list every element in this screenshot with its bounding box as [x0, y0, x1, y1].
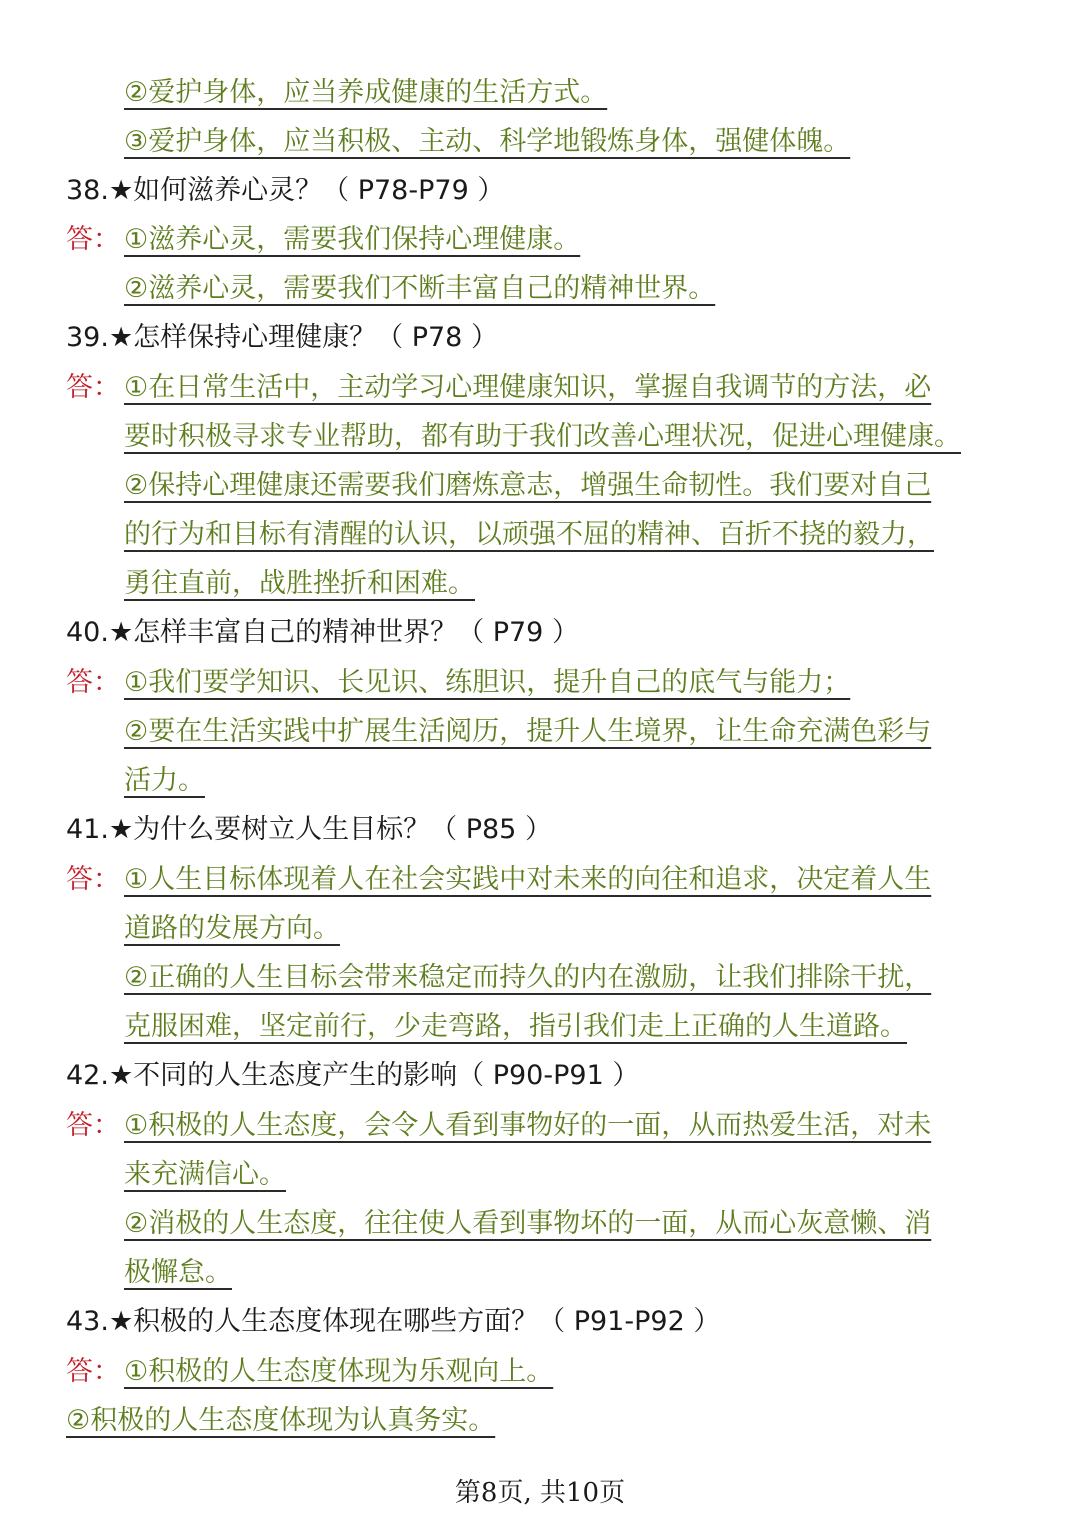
answer-label: 答：	[66, 1110, 120, 1141]
answer-line: ②滋养心灵，需要我们不断丰富自己的精神世界。	[124, 273, 716, 304]
answer-label: 答：	[66, 372, 120, 403]
answer-label: 答：	[66, 864, 120, 895]
answer-line: 勇往直前，战胜挫折和困难。	[124, 568, 475, 599]
answer-line: 要时积极寻求专业帮助，都有助于我们改善心理状况，促进心理健康。	[124, 421, 961, 452]
question-line: 40.★怎样丰富自己的精神世界？（ P79 ）	[66, 617, 579, 648]
answer-line: ①积极的人生态度，会令人看到事物好的一面，从而热爱生活，对未	[124, 1110, 932, 1141]
answer-line: ①我们要学知识、长见识、练胆识，提升自己的底气与能力；	[124, 667, 851, 698]
answer-line: ②爱护身体，应当养成健康的生活方式。	[124, 77, 608, 108]
answer-label: 答：	[66, 667, 120, 698]
answer-line: ②正确的人生目标会带来稳定而持久的内在激励，让我们排除干扰，	[124, 962, 932, 993]
question-line: 41.★为什么要树立人生目标？（ P85 ）	[66, 814, 552, 845]
answer-line: ②保持心理健康还需要我们磨炼意志，增强生命韧性。我们要对自己	[124, 470, 932, 501]
question-line: 39.★怎样保持心理健康？（ P78 ）	[66, 322, 498, 353]
answer-line: ①滋养心灵，需要我们保持心理健康。	[124, 224, 581, 255]
answer-line: 克服困难，坚定前行，少走弯路，指引我们走上正确的人生道路。	[124, 1011, 907, 1042]
answer-line: ②消极的人生态度，往往使人看到事物坏的一面，从而心灰意懒、消	[124, 1208, 932, 1239]
answer-label: 答：	[66, 1356, 120, 1387]
answer-line: ③爱护身体，应当积极、主动、科学地锻炼身体，强健体魄。	[124, 126, 851, 157]
answer-line: ①在日常生活中，主动学习心理健康知识，掌握自我调节的方法，必	[124, 372, 932, 403]
answer-line: 活力。	[124, 765, 205, 796]
question-line: 43.★积极的人生态度体现在哪些方面？（ P91-P92 ）	[66, 1306, 721, 1337]
answer-line: ②积极的人生态度体现为认真务实。	[66, 1405, 496, 1436]
question-line: 38.★如何滋养心灵？（ P78-P79 ）	[66, 175, 505, 206]
answer-line: ①人生目标体现着人在社会实践中对未来的向往和追求，决定着人生	[124, 864, 932, 895]
answer-line: ②要在生活实践中扩展生活阅历，提升人生境界，让生命充满色彩与	[124, 716, 932, 747]
answer-line: ①积极的人生态度体现为乐观向上。	[124, 1356, 554, 1387]
answer-line: 的行为和目标有清醒的认识，以顽强不屈的精神、百折不挠的毅力，	[124, 519, 934, 550]
answer-line: 道路的发展方向。	[124, 913, 340, 944]
answer-line: 极懈怠。	[124, 1257, 232, 1288]
answer-line: 来充满信心。	[124, 1159, 286, 1190]
question-line: 42.★不同的人生态度产生的影响（ P90-P91 ）	[66, 1060, 640, 1091]
answer-label: 答：	[66, 224, 120, 255]
page-footer: 第8页, 共10页	[454, 1478, 626, 1508]
